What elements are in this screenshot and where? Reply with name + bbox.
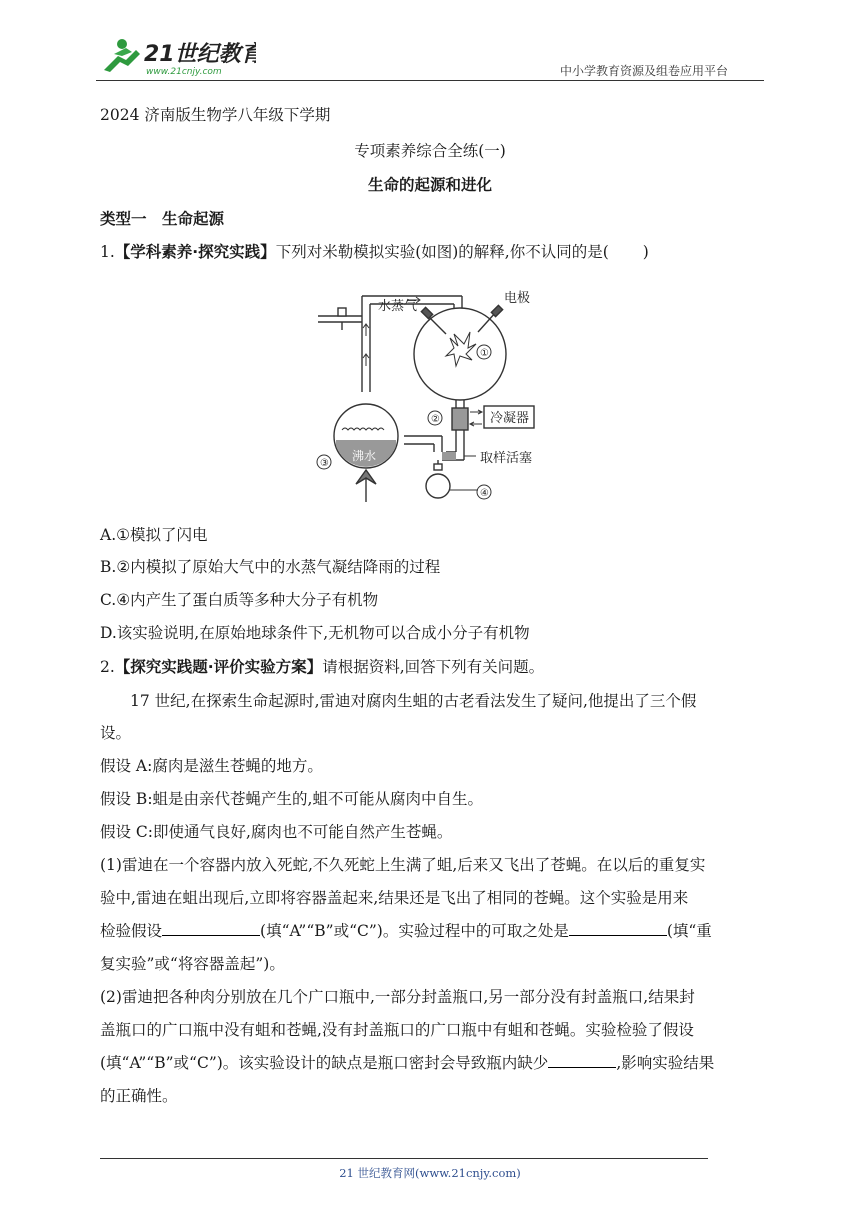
answer-blank-3[interactable] [548, 1053, 616, 1068]
q2-sub1-line3: 检验假设 (填“A”“B”或“C”)。实验过程中的可取之处是 (填“重 [100, 922, 712, 940]
label-n2: ② [431, 414, 440, 425]
q1-option-b: B.②内模拟了原始大气中的水蒸气凝结降雨的过程 [100, 558, 441, 576]
logo-url: www.21cnjy.com [146, 67, 222, 77]
miller-experiment-figure [312, 280, 552, 510]
footer-text: 21 世纪教育网(www.21cnjy.com) [339, 1166, 521, 1180]
q1-option-a: A.①模拟了闪电 [100, 526, 208, 544]
q2-paragraph: 17 世纪,在探索生命起源时,雷迪对腐肉生蛆的古老看法发生了疑问,他提出了三个假 [130, 692, 697, 710]
footer-divider [100, 1158, 708, 1159]
hypothesis-b: 假设 B:蛆是由亲代苍蝇产生的,蛆不可能从腐肉中自生。 [100, 790, 483, 808]
hypothesis-a: 假设 A:腐肉是滋生苍蝇的地方。 [100, 757, 323, 775]
label-vapor: 水蒸气 [378, 299, 418, 314]
logo-text: 21世纪教育 [144, 42, 256, 67]
section-heading: 类型一 生命起源 [100, 210, 225, 228]
label-n1: ① [480, 348, 489, 359]
doc-heading: 生命的起源和进化 [367, 176, 492, 194]
header-right-text: 中小学教育资源及组卷应用平台 [560, 64, 729, 78]
q1-option-c: C.④内产生了蛋白质等多种大分子有机物 [100, 591, 379, 609]
doc-title: 专项素养综合全练(一) [354, 142, 506, 160]
question-1-stem: 1.【学科素养·探究实践】下列对米勒模拟实验(如图)的解释,你不认同的是( ) [100, 243, 649, 261]
q2-tag: 【探究实践题·评价实验方案】 [114, 658, 323, 676]
q1-option-d: D.该实验说明,在原始地球条件下,无机物可以合成小分子有机物 [100, 624, 530, 642]
doc-subtitle: 2024 济南版生物学八年级下学期 [100, 106, 331, 124]
q2-sub1-line2: 验中,雷迪在蛆出现后,立即将容器盖起来,结果还是飞出了相同的苍蝇。这个实验是用来 [100, 889, 689, 907]
hypothesis-c: 假设 C:即使通气良好,腐肉也不可能自然产生苍蝇。 [100, 823, 453, 841]
answer-blank-1[interactable] [162, 921, 260, 936]
q1-tag: 【学科素养·探究实践】 [114, 243, 276, 261]
label-condenser: 冷凝器 [490, 411, 530, 426]
label-valve: 取样活塞 [480, 451, 533, 466]
q2-sub2-line2: 盖瓶口的广口瓶中没有蛆和苍蝇,没有封盖瓶口的广口瓶中有蛆和苍蝇。实验检验了假设 [100, 1021, 694, 1039]
q1-number: 1. [100, 243, 115, 261]
label-electrode: 电极 [504, 291, 531, 306]
label-n3: ③ [320, 458, 329, 469]
q2-sub2-line1: (2)雷迪把各种肉分别放在几个广口瓶中,一部分封盖瓶口,另一部分没有封盖瓶口,结果封 [100, 988, 695, 1006]
q1-text: 下列对米勒模拟实验(如图)的解释,你不认同的是( [275, 243, 609, 261]
q2-sub2-line3: (填“A”“B”或“C”)。该实验设计的缺点是瓶口密封会导致瓶内缺少 ,影响实验结果 [100, 1054, 715, 1072]
label-boiling: 沸水 [352, 449, 377, 463]
q2-sub1-line1: (1)雷迪在一个容器内放入死蛇,不久死蛇上生满了蛆,后来又飞出了苍蝇。在以后的重复实 [100, 856, 706, 874]
label-n4: ④ [480, 488, 489, 499]
site-logo [96, 34, 256, 78]
question-2-stem: 2.【探究实践题·评价实验方案】请根据资料,回答下列有关问题。 [100, 658, 545, 676]
answer-blank-2[interactable] [569, 921, 667, 936]
header-divider [96, 80, 764, 81]
